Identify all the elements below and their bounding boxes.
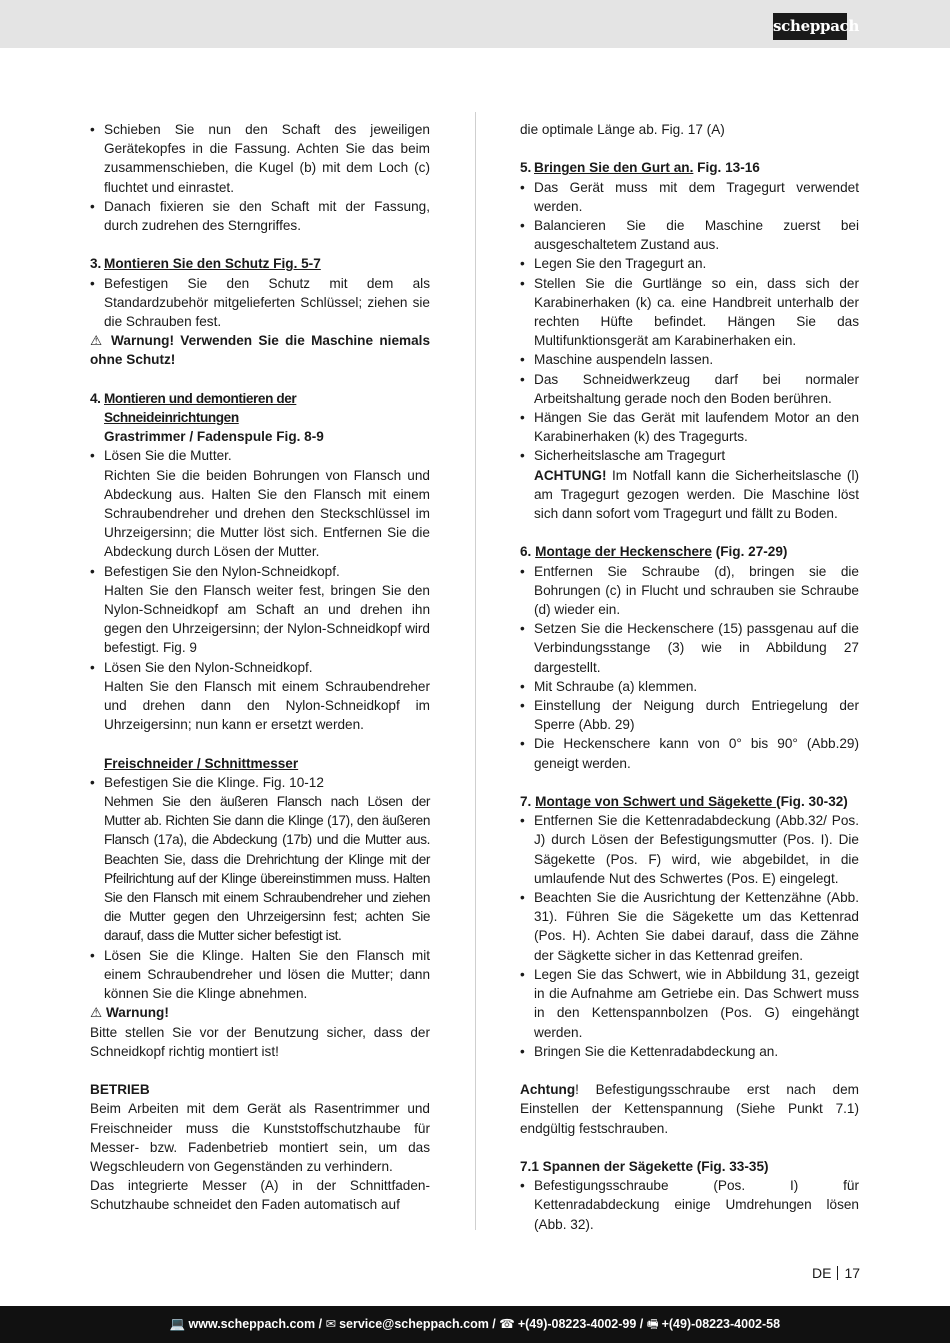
scheppach-logo: scheppach: [773, 13, 847, 40]
section-heading: 7.1 Spannen der Sägekette (Fig. 33-35): [520, 1158, 769, 1174]
list-item-text: Halten Sie den Flansch weiter fest, bringen Sie den Nylon-Schneidkopf am Schaft an und drehen ihn gegen den Uhrzeigersinn; der Nylon-Schneidkopf wird befestigt. Fig. 9: [104, 582, 430, 656]
list-item: • Maschine auspendeln lassen.: [520, 350, 859, 369]
list-item: • Lösen Sie die Klinge. Halten Sie den Flansch mit einem Schraubendreher und lösen die Mutter; dann können Sie die Klinge abnehmen.: [90, 946, 430, 1004]
page-number: DE 17: [812, 1265, 861, 1281]
section-heading: 7. Montage von Schwert und Sägekette (Fig. 30-32): [520, 794, 848, 810]
right-column: [520, 120, 859, 1234]
list-item: • Schieben Sie nun den Schaft des jeweiligen Gerätekopfes in die Fassung. Achten Sie das beim zusammenschieben, die Kugel (b) mit dem Loch (c) fluchtet und einrastet.: [90, 120, 430, 197]
section-heading: BETRIEB: [90, 1082, 150, 1098]
list-item: • Einstellung der Neigung durch Entriegelung der Sperre (Abb. 29): [520, 696, 859, 734]
list-item: • Die Heckenschere kann von 0° bis 90° (Abb.29) geneigt werden.: [520, 734, 859, 772]
list-item: • Legen Sie den Tragegurt an.: [520, 254, 859, 273]
list-item: • Beachten Sie die Ausrichtung der Kettenzähne (Abb. 31). Führen Sie die Sägekette um das Kettenrad (Pos. H). Achten Sie dabei darauf, dass die Zähne der Sägkette sicher in das Kettenrad greifen.: [520, 888, 859, 965]
column-divider: [475, 112, 476, 1230]
list-item: • Entfernen Sie die Kettenradabdeckung (Abb.32/ Pos. J) durch Lösen der Befestigungsmutter (Pos. I). Die Sägekette (Pos. F) wird, wie abgebildet, in die umlaufende Nut des Schwertes (Pos. E) eingelegt.: [520, 811, 859, 888]
list-item-text: ACHTUNG! Im Notfall kann die Sicherheitslasche (l) am Tragegurt gezogen werden. Die Maschine löst sich dann sofort vom Tragegurt und fällt zu Boden.: [534, 467, 859, 522]
list-item: • Befestigen Sie den Schutz mit dem als Standardzubehör mitgelieferten Schlüssel; ziehen sie die Schrauben fest.: [90, 274, 430, 332]
paragraph: Beim Arbeiten mit dem Gerät als Rasentrimmer und Freischneider muss die Kunststoffschutzhaube für Messer- bzw. Fadenbetrieb montiert sein, um das Wegschleudern von Gegenständen zu verhindern.: [90, 1101, 430, 1174]
list-item: • Legen Sie das Schwert, wie in Abbildung 31, gezeigt in die Aufnahme am Getriebe ein. Das Schwert muss in den Kettenspannbolzen (Pos. G) eingehängt werden.: [520, 965, 859, 1042]
list-item: • Mit Schraube (a) klemmen.: [520, 677, 859, 696]
notice-paragraph: Achtung! Befestigungsschraube erst nach dem Einstellen der Kettenspannung (Siehe Punkt 7.1) endgültig festschrauben.: [520, 1082, 859, 1136]
list-item-text: Nehmen Sie den äußeren Flansch nach Lösen der Mutter ab. Richten Sie dann die Klinge (17), den äußeren Flansch (17a), die Abdeckung (17b) und die Mutter aus. Beachten Sie, dass die Drehrichtung der Klinge mit der Pfeilrichtung auf der Klinge übereinstimmen muss. Halten Sie den Flansch mit einem Schraubendreher und ziehen die Mutter gegen den Uhrzeigersinn fest; achten Sie darauf, dass die Mutter sicher befestigt ist.: [104, 794, 430, 944]
section-heading: 5. Bringen Sie den Gurt an. Fig. 13-16: [520, 160, 760, 176]
fax-icon: 🖷: [646, 1317, 659, 1331]
warning-text: ⚠ Warnung!: [90, 1005, 169, 1021]
list-item: • Danach fixieren sie den Schaft mit der Fassung, durch zudrehen des Sterngriffes.: [90, 197, 430, 235]
paragraph: die optimale Länge ab. Fig. 17 (A): [520, 122, 725, 137]
warning-body: Bitte stellen Sie vor der Benutzung sicher, dass der Schneidkopf richtig montiert ist!: [90, 1024, 430, 1059]
list-item: • Stellen Sie die Gurtlänge so ein, dass sich der Karabinerhaken (k) ca. eine Handbreit unterhalb der rechten Hüfte befindet. Hängen Sie das Multifunktionsgerät am Karabinerhaken ein.: [520, 274, 859, 351]
left-column: [90, 120, 430, 1215]
list-item: • Sicherheitslasche am Tragegurt: [520, 446, 859, 465]
email-link[interactable]: service@scheppach.com: [339, 1317, 489, 1331]
warning-text: ⚠ Warnung! Verwenden Sie die Maschine niemals ohne Schutz!: [90, 333, 430, 368]
list-item-text: Richten Sie die beiden Bohrungen von Flansch und Abdeckung aus. Halten Sie den Flansch mit einem Schraubendreher und drehen den Steckschlüssel im Uhrzeigersinn; die Mutter löst sich. Entfernen Sie die Abdeckung durch Lösen der Mutter.: [104, 467, 430, 560]
list-item: • Befestigungsschraube (Pos. I) für Kettenradabdeckung einige Umdrehungen lösen (Abb. 32).: [520, 1176, 859, 1234]
subsection-heading: Grastrimmer / Fadenspule Fig. 8-9: [104, 429, 324, 445]
paragraph: Das integrierte Messer (A) in der Schnittfaden-Schutzhaube schneidet den Faden automatisch auf: [90, 1178, 430, 1213]
list-item: • Das Schneidwerkzeug darf bei normaler Arbeitshaltung gerade noch den Boden berühren.: [520, 370, 859, 408]
list-item: • Das Gerät muss mit dem Tragegurt verwendet werden.: [520, 178, 859, 216]
phone-icon: ☎: [499, 1317, 515, 1331]
section-heading: 4. Montieren und demontieren der Schneideinrichtungen: [90, 390, 297, 426]
list-item: • Balancieren Sie die Maschine zuerst bei ausgeschaltetem Zustand aus.: [520, 216, 859, 254]
list-item: • Lösen Sie den Nylon-Schneidkopf.: [90, 658, 430, 677]
list-item: • Lösen Sie die Mutter.: [90, 446, 430, 465]
phone-number[interactable]: +(49)-08223-4002-99: [517, 1317, 637, 1331]
computer-icon: 💻: [169, 1317, 186, 1331]
section-heading: 3. Montieren Sie den Schutz Fig. 5-7: [90, 256, 321, 272]
section-heading: 6. Montage der Heckenschere (Fig. 27-29): [520, 544, 788, 560]
list-item: • Bringen Sie die Kettenradabdeckung an.: [520, 1042, 859, 1061]
mail-icon: ✉: [325, 1317, 337, 1331]
header-bar: [0, 0, 950, 48]
footer-bar: 💻 www.scheppach.com / ✉ service@scheppach.com / ☎ +(49)-08223-4002-99 / 🖷 +(49)-08223-4002-58: [0, 1306, 950, 1343]
list-item: • Entfernen Sie Schraube (d), bringen sie die Bohrungen (c) in Flucht und schrauben sie Schraube (d) wieder ein.: [520, 562, 859, 620]
list-item: • Befestigen Sie den Nylon-Schneidkopf.: [90, 562, 430, 581]
list-item: • Hängen Sie das Gerät mit laufendem Motor an den Karabinerhaken (k) des Tragegurts.: [520, 408, 859, 446]
list-item: • Setzen Sie die Heckenschere (15) passgenau auf die Verbindungsstange (3) wie in Abbildung 27 dargestellt.: [520, 619, 859, 677]
website-link[interactable]: www.scheppach.com: [188, 1317, 316, 1331]
subsection-heading: Freischneider / Schnittmesser: [104, 755, 299, 771]
list-item-text: Halten Sie den Flansch mit einem Schraubendreher und drehen dann den Nylon-Schneidkopf im Uhrzeigersinn; nun kann er ersetzt werden.: [104, 678, 430, 733]
fax-number: +(49)-08223-4002-58: [661, 1317, 781, 1331]
list-item: • Befestigen Sie die Klinge. Fig. 10-12: [90, 773, 430, 792]
